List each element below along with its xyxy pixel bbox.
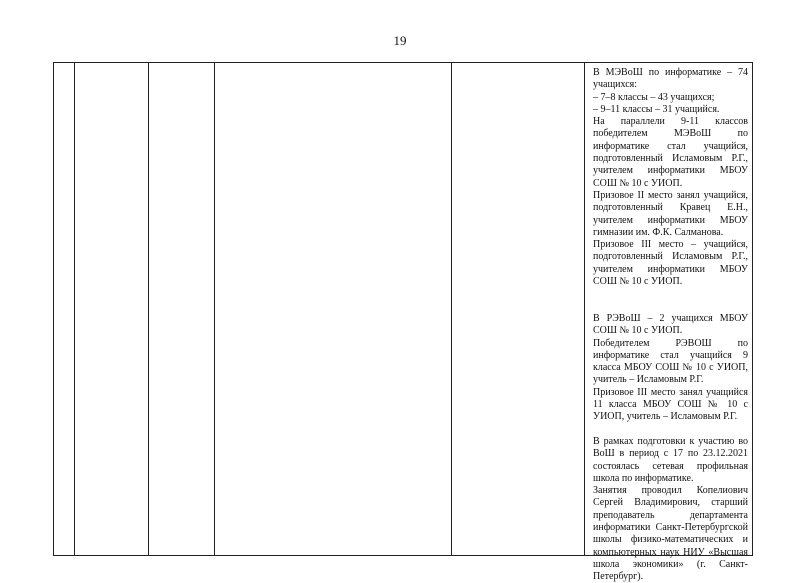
text-paragraph: Призовое III место занял учащийся 11 класса МБОУ СОШ № 10 с УИОП, учитель – Исламовым Р.Г. [593, 386, 748, 423]
text-paragraph: – 7–8 классы – 43 учащихся; [593, 91, 715, 103]
paragraph-gap [593, 301, 748, 313]
text-paragraph: Победителем РЭВОШ по информатике стал учащийся 9 класса МБОУ СОШ № 10 с УИОП, учитель – Исламовым Р.Г. [593, 337, 748, 386]
text-paragraph: Призовое III место – учащийся, подготовленный Исламовым Р.Г., учителем информатики МБОУ СОШ № 10 с УИОП. [593, 239, 748, 288]
text-paragraph: Призовое II место занял учащийся, подготовленный Кравец Е.Н., учителем информатики МБОУ гимназии им. Ф.К. Салманова. [593, 189, 748, 238]
report-table [53, 62, 753, 583]
column-divider [74, 63, 75, 555]
results-cell [593, 67, 748, 583]
text-paragraph: В рамках подготовки к участию во ВоШ в период с 17 по 23.12.2021 состоялась сетевая профильная школа по информатике. [593, 435, 748, 484]
text-paragraph: – 9–11 классы – 31 учащийся. [593, 103, 720, 115]
page-number: 19 [393, 33, 407, 48]
text-paragraph: В РЭВоШ – 2 учащихся МБОУ СОШ № 10 с УИОП. [593, 312, 748, 337]
text-paragraph: На параллели 9-11 классов победителем МЭВоШ по информатике стал учащийся, подготовленный Исламовым Р.Г., учителем информатики МБОУ СОШ № 10 с УИОП. [593, 116, 748, 189]
column-divider [148, 63, 149, 555]
paragraph-gap [593, 424, 748, 436]
column-divider [584, 63, 585, 555]
paragraph-gap [593, 288, 748, 300]
column-divider [451, 63, 452, 555]
text-paragraph: В МЭВоШ по информатике – 74 учащихся: [593, 67, 748, 91]
column-divider [214, 63, 215, 555]
text-paragraph: Занятия проводил Копелиович Сергей Владимирович, старший преподаватель департамента информатики Санкт-Петербургской школы физико-математических и компьютерных наук НИУ «Высшая школа экономики» (г. Санкт-Петербург). [593, 485, 748, 583]
